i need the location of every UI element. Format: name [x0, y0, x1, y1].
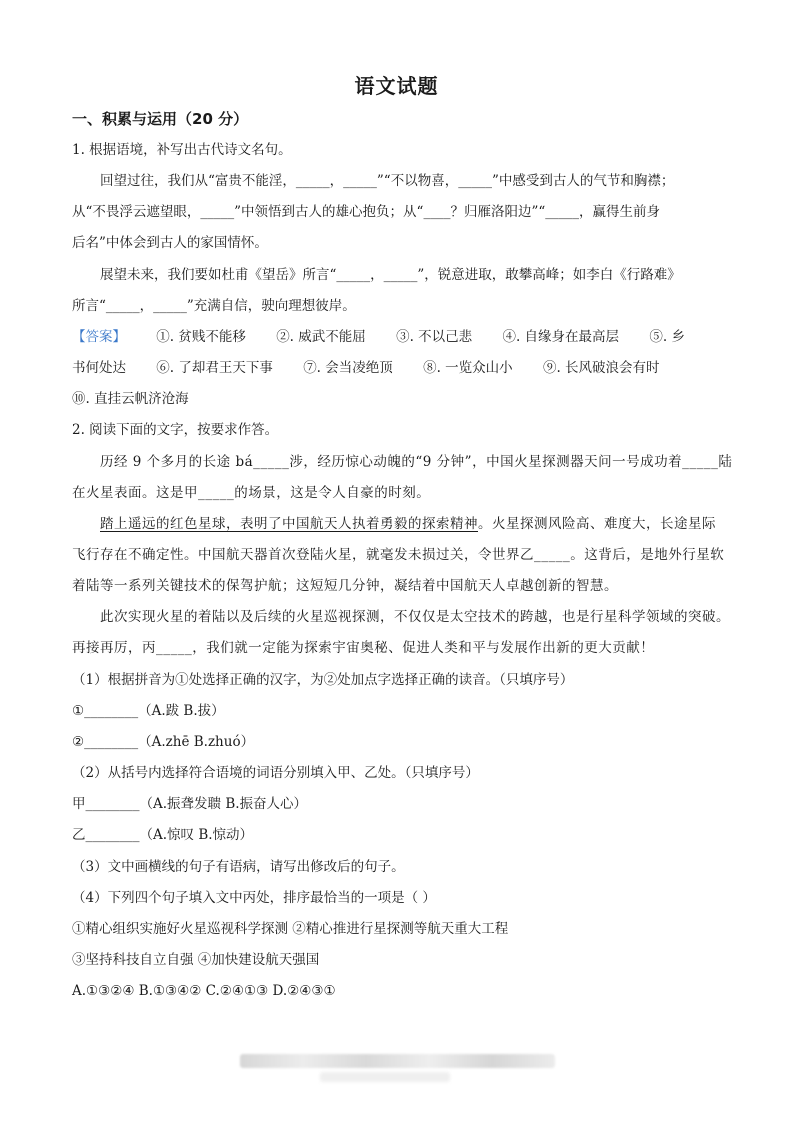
answer-item: ①. 贫贱不能移 [156, 329, 246, 345]
q1-paragraph-line: 所言“_____，_____”充满自信，驶向理想彼岸。 [72, 298, 356, 314]
q2-passage-line: 再接再厉，丙_____，我们就一定能为探索宇宙奥秘、促进人类和平与发展作出新的更大贡献！ [72, 640, 655, 656]
answer-line: ⑩. 直挂云帆济沧海 [72, 391, 189, 407]
underlined-sentence: 踏上遥远的红色星球，表明了中国航天人执着勇毅的探索精神 [100, 516, 478, 532]
sub-question-option: ①________（A.跋 B.拔） [72, 703, 225, 719]
q1-paragraph-line: 后名”中体会到古人的家国情怀。 [72, 235, 268, 251]
answer-item: ⑧. 一览众山小 [423, 360, 513, 376]
question-2-prompt: 2. 阅读下面的文字，按要求作答。 [72, 422, 279, 438]
sub-question: （2）从括号内选择符合语境的词语分别填入甲、乙处。（只填序号） [72, 765, 479, 781]
answer-line [72, 358, 722, 378]
q1-paragraph-line: 展望未来，我们要如杜甫《望岳》所言“_____，_____”，锐意进取，敢攀高峰；如李白《行路难》 [100, 267, 681, 283]
answer-item: 书何处达 [72, 360, 126, 376]
q1-paragraph-line: 从“不畏浮云遮望眼，_____”中领悟到古人的雄心抱负；从“____？归雁洛阳边”“_____，赢得生前身 [72, 204, 661, 220]
sub-question: （4）下列四个句子填入文中丙处，排序最恰当的一项是（ ） [72, 890, 436, 906]
sub-question-option: 甲________（A.振聋发聩 B.振奋人心） [72, 796, 308, 812]
answer-item: ⑨. 长风破浪会有时 [542, 360, 660, 376]
page-title: 语文试题 [354, 74, 439, 98]
sub-question-option: 乙________（A.惊叹 B.惊动） [72, 827, 254, 843]
sub-question: （1）根据拼音为①处选择正确的汉字，为②处加点字选择正确的读音。（只填序号） [72, 672, 574, 688]
multiple-choice-options: A.①③②④ B.①③④② C.②④①③ D.②④③① [72, 983, 336, 999]
q2-passage-line: 在火星表面。这是甲_____的场景，这是令人自豪的时刻。 [72, 485, 431, 501]
q2-passage-line: 历经 9 个多月的长途 bá_____涉，经历惊心动魄的“9 分钟”，中国火星探测器天问一号成功着_____陆 [100, 454, 733, 470]
q2-passage-line: 此次实现火星的着陆以及后续的火星巡视探测，不仅仅是太空技术的跨越，也是行星科学领域的突破。 [100, 609, 730, 625]
section-heading: 一、积累与运用（20 分） [72, 110, 249, 128]
sub-question-option: ③坚持科技自立自强 ④加快建设航天强国 [72, 952, 320, 968]
answer-item: ③. 不以己悲 [396, 329, 473, 345]
blurred-footer [240, 1054, 555, 1068]
sub-question-option: ①精心组织实施好火星巡视科学探测 ②精心推进行星探测等航天重大工程 [72, 921, 509, 937]
answer-label: 【答案】 [72, 329, 126, 345]
q2-passage-line: 飞行存在不确定性。中国航天器首次登陆火星，就毫发未损过关，令世界乙_____。这背后，是地外行星软 [72, 547, 725, 563]
q1-paragraph-line: 回望过往，我们从“富贵不能淫，_____，_____”“不以物喜，_____”中感受到古人的气节和胸襟； [100, 173, 675, 189]
answer-item: ⑥. 了却君王天下事 [156, 360, 273, 376]
answer-item: ⑤. 乡 [649, 329, 685, 345]
sub-question: （3）文中画横线的句子有语病，请写出修改后的句子。 [72, 859, 405, 875]
q2-passage-line: 着陆等一系列关键技术的保驾护航；这短短几分钟，凝结着中国航天人卓越创新的智慧。 [72, 578, 618, 594]
question-1-prompt: 1. 根据语境，补写出古代诗文名句。 [72, 142, 292, 158]
sub-question-option: ②________（A.zhē B.zhuó） [72, 734, 255, 750]
answer-item: ②. 威武不能屈 [276, 329, 366, 345]
answer-item: ⑦. 会当凌绝顶 [303, 360, 393, 376]
answer-item: ④. 自缘身在最高层 [502, 329, 620, 345]
blurred-footer [320, 1072, 450, 1082]
answer-line [72, 327, 722, 347]
q2-passage-line [100, 514, 750, 534]
passage-text: 。火星探测风险高、难度大，长途星际 [478, 516, 716, 532]
